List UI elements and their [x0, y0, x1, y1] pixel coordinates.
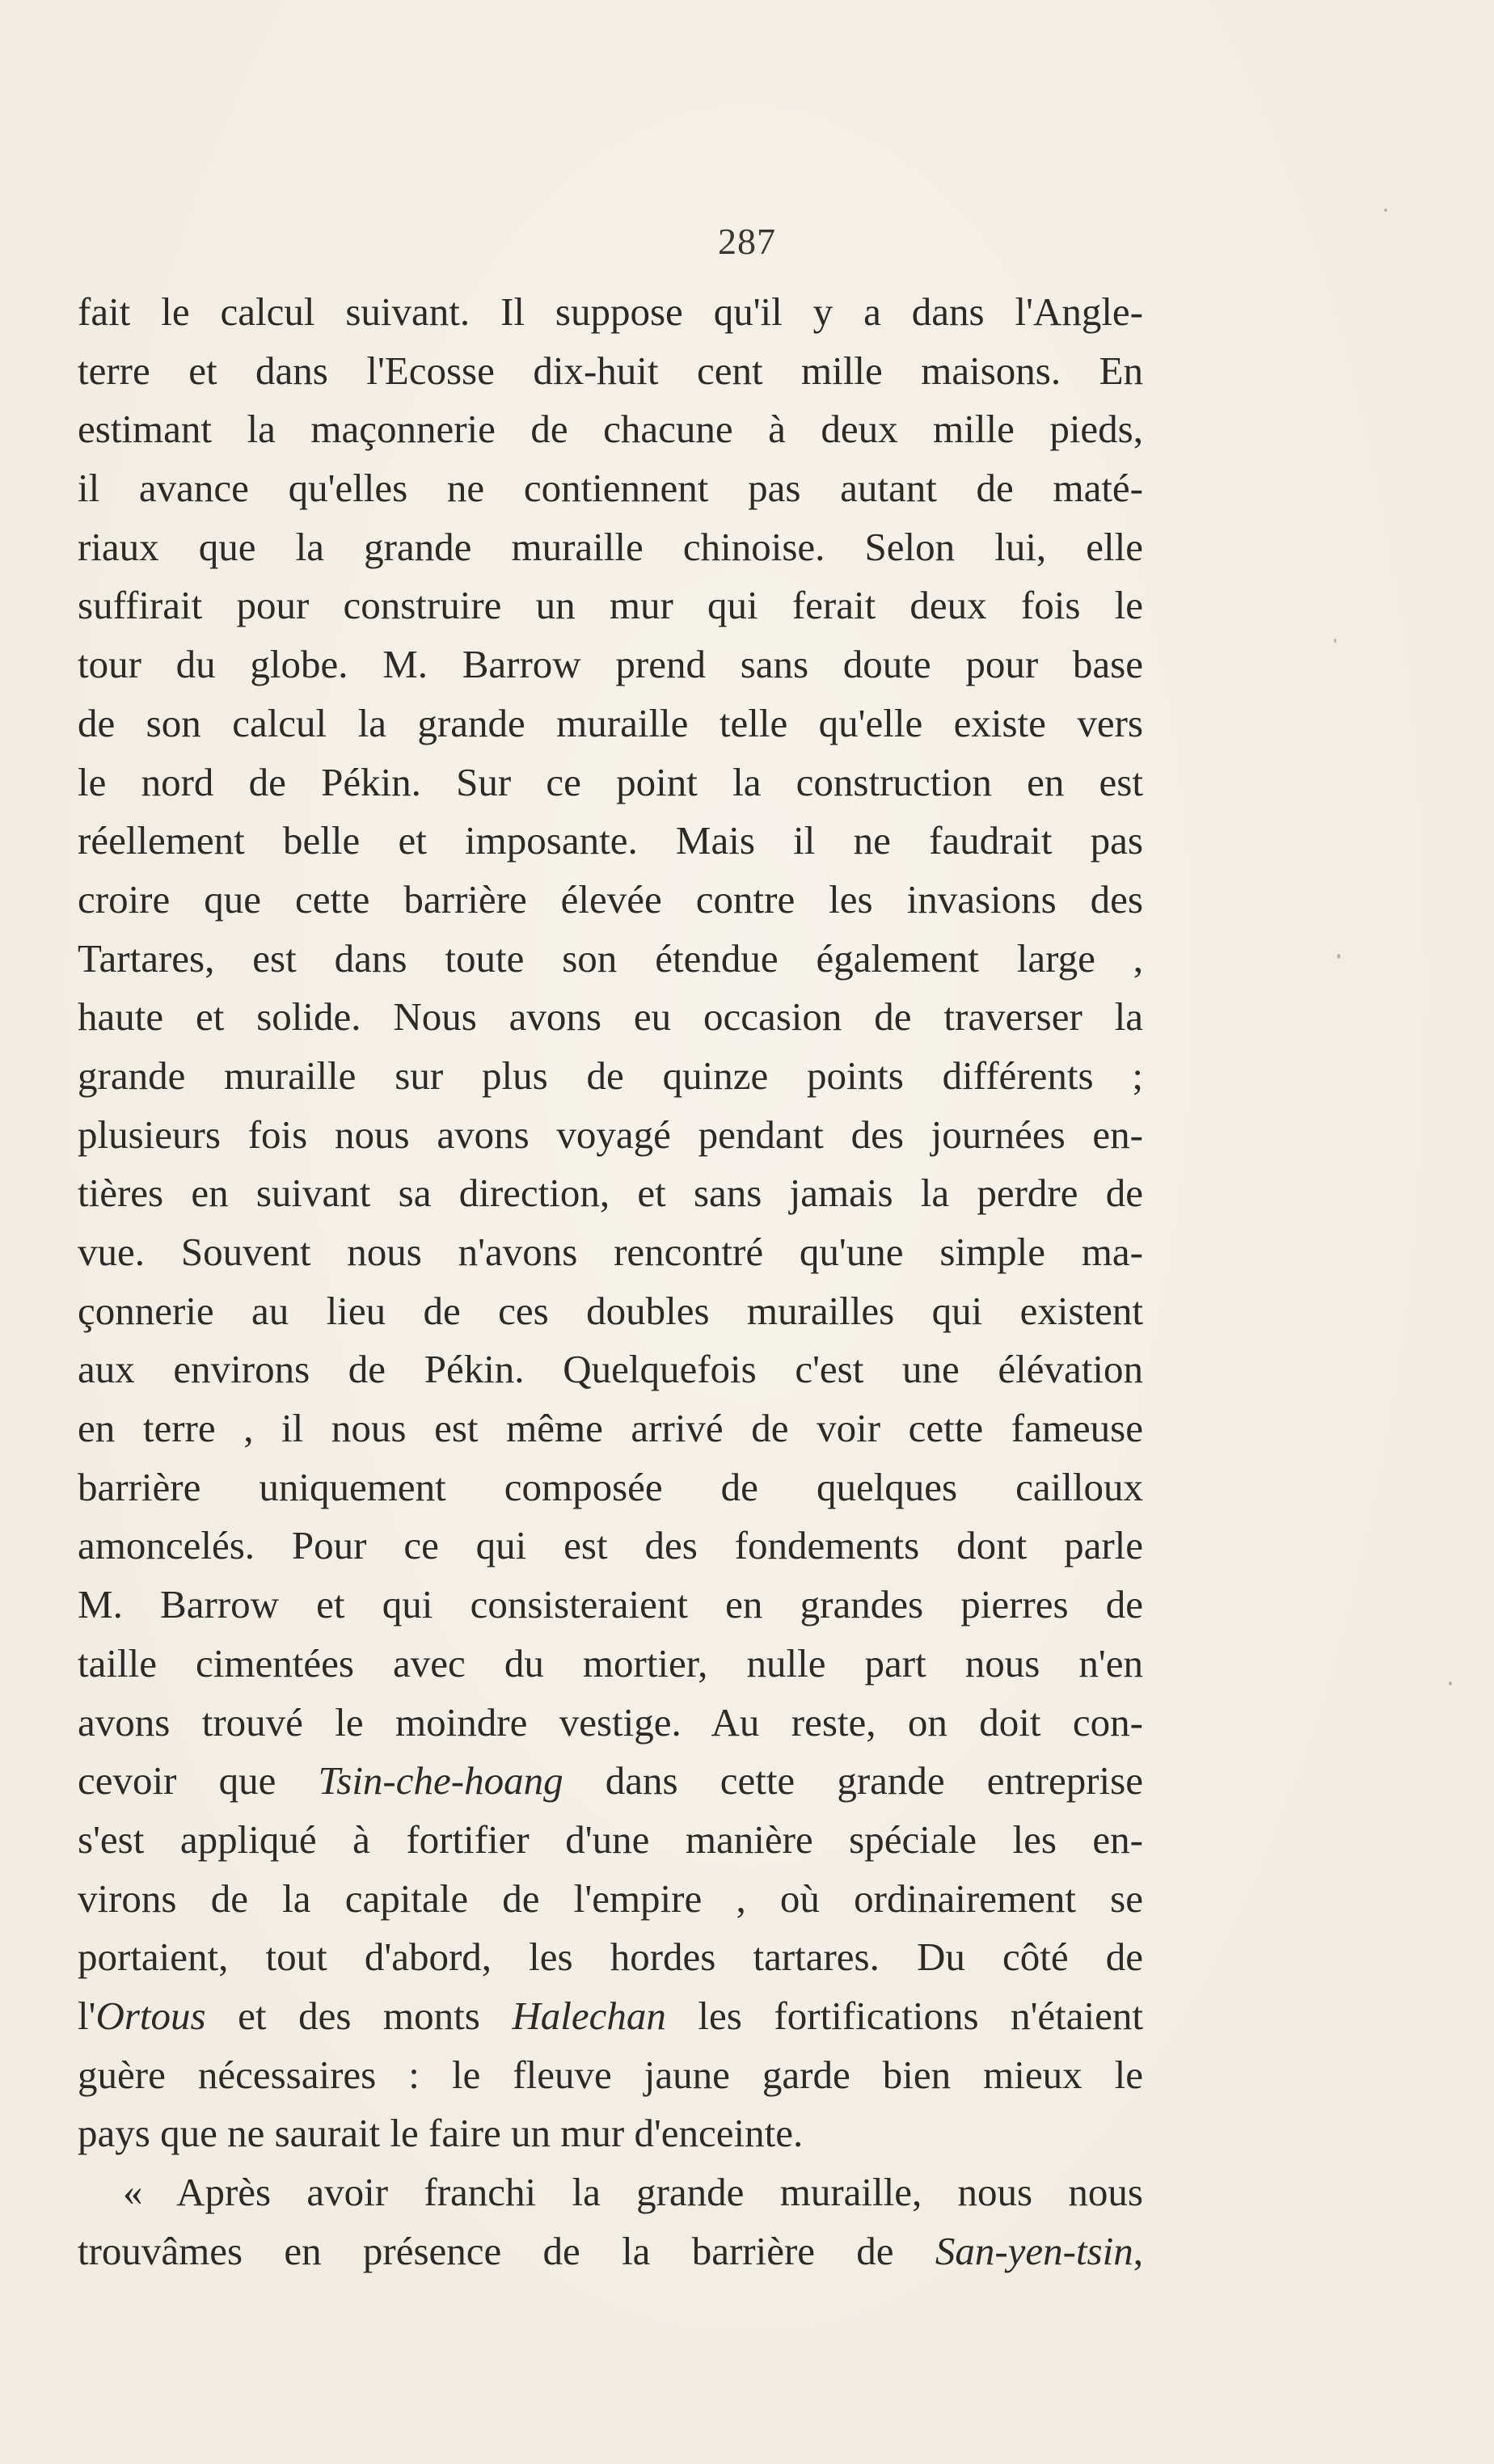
- text-line: fait le calcul suivant. Il suppose qu'il y a dans l'Angle-: [78, 289, 1143, 334]
- text-segment: et des monts: [205, 1993, 513, 2038]
- text-line: haute et solide. Nous avons eu occasion de traverser la: [78, 994, 1143, 1040]
- text-line: tières en suivant sa direction, et sans jamais la perdre de: [78, 1171, 1143, 1216]
- text-line: aux environs de Pékin. Quelquefois c'est une élévation: [78, 1347, 1143, 1392]
- text-line: amoncelés. Pour ce qui est des fondements dont parle: [78, 1523, 1143, 1568]
- text-line: tour du globe. M. Barrow prend sans doute pour base: [78, 642, 1143, 687]
- text-line: vue. Souvent nous n'avons rencontré qu'une simple ma-: [78, 1230, 1143, 1274]
- page-number: 287: [718, 221, 776, 262]
- text-line: croire que cette barrière élevée contre les invasions des: [78, 876, 1143, 922]
- italic-name: Ortous: [95, 1993, 206, 2038]
- text-segment: trouvâmes en présence de la barrière de: [78, 2228, 935, 2273]
- text-line: suffirait pour construire un mur qui ferait deux fois le: [78, 583, 1143, 628]
- text-line: terre et dans l'Ecosse dix-huit cent mille maisons. En: [78, 348, 1143, 393]
- text-line: il avance qu'elles ne contiennent pas autant de maté-: [78, 466, 1143, 511]
- text-line: [78, 1752, 1143, 1811]
- paper-speck: [1334, 639, 1336, 643]
- text-line: Tartares, est dans toute son étendue également large ,: [78, 935, 1143, 981]
- text-line: avons trouvé le moindre vestige. Au reste, on doit con-: [78, 1699, 1143, 1745]
- text-line: le nord de Pékin. Sur ce point la construction en est: [78, 759, 1143, 804]
- text-line: çonnerie au lieu de ces doubles murailles qui existent: [78, 1288, 1143, 1333]
- text-line: plusieurs fois nous avons voyagé pendant des journées en-: [78, 1112, 1143, 1157]
- text-segment: dans cette grande entreprise: [563, 1758, 1143, 1804]
- paper-speck: [1449, 1681, 1452, 1686]
- text-line: riaux que la grande muraille chinoise. Selon lui, elle: [78, 524, 1143, 569]
- italic-name: Halechan: [512, 1993, 666, 2038]
- italic-name: San-yen-tsin: [935, 2228, 1133, 2273]
- text-line: M. Barrow et qui consisteraient en grandes pierres de: [78, 1582, 1143, 1627]
- italic-name: Tsin-che-hoang: [318, 1758, 563, 1804]
- text-line: « Après avoir franchi la grande muraille, nous nous: [123, 2170, 1143, 2214]
- text-line: [78, 2222, 1143, 2281]
- text-line: réellement belle et imposante. Mais il ne faudrait pas: [78, 818, 1143, 863]
- text-line: guère nécessaires : le fleuve jaune garde bien mieux le: [78, 2052, 1143, 2097]
- text-segment: cevoir que: [78, 1758, 319, 1804]
- text-line: de son calcul la grande muraille telle qu'elle existe vers: [78, 700, 1143, 745]
- text-line: portaient, tout d'abord, les hordes tartares. Du côté de: [78, 1934, 1143, 1980]
- text-segment: ,: [1133, 2228, 1143, 2273]
- body-text: [78, 283, 1143, 2280]
- paper-speck: [1384, 209, 1387, 212]
- text-line: [78, 1987, 1143, 2046]
- text-line: pays que ne saurait le faire un mur d'enceinte.: [78, 2111, 804, 2156]
- text-line: estimant la maçonnerie de chacune à deux mille pieds,: [78, 407, 1143, 452]
- text-segment: l': [78, 1993, 96, 2038]
- text-line: taille cimentées avec du mortier, nulle part nous n'en: [78, 1640, 1143, 1686]
- text-line: grande muraille sur plus de quinze points différents ;: [78, 1053, 1143, 1098]
- paper-speck: [1337, 954, 1340, 959]
- text-line: s'est appliqué à fortifier d'une manière spéciale les en-: [78, 1816, 1143, 1862]
- text-segment: les fortifications n'étaient: [665, 1993, 1144, 2038]
- text-line: barrière uniquement composée de quelques cailloux: [78, 1464, 1143, 1509]
- text-line: en terre , il nous est même arrivé de voir cette fameuse: [78, 1406, 1143, 1451]
- text-line: virons de la capitale de l'empire , où ordinairement se: [78, 1875, 1143, 1921]
